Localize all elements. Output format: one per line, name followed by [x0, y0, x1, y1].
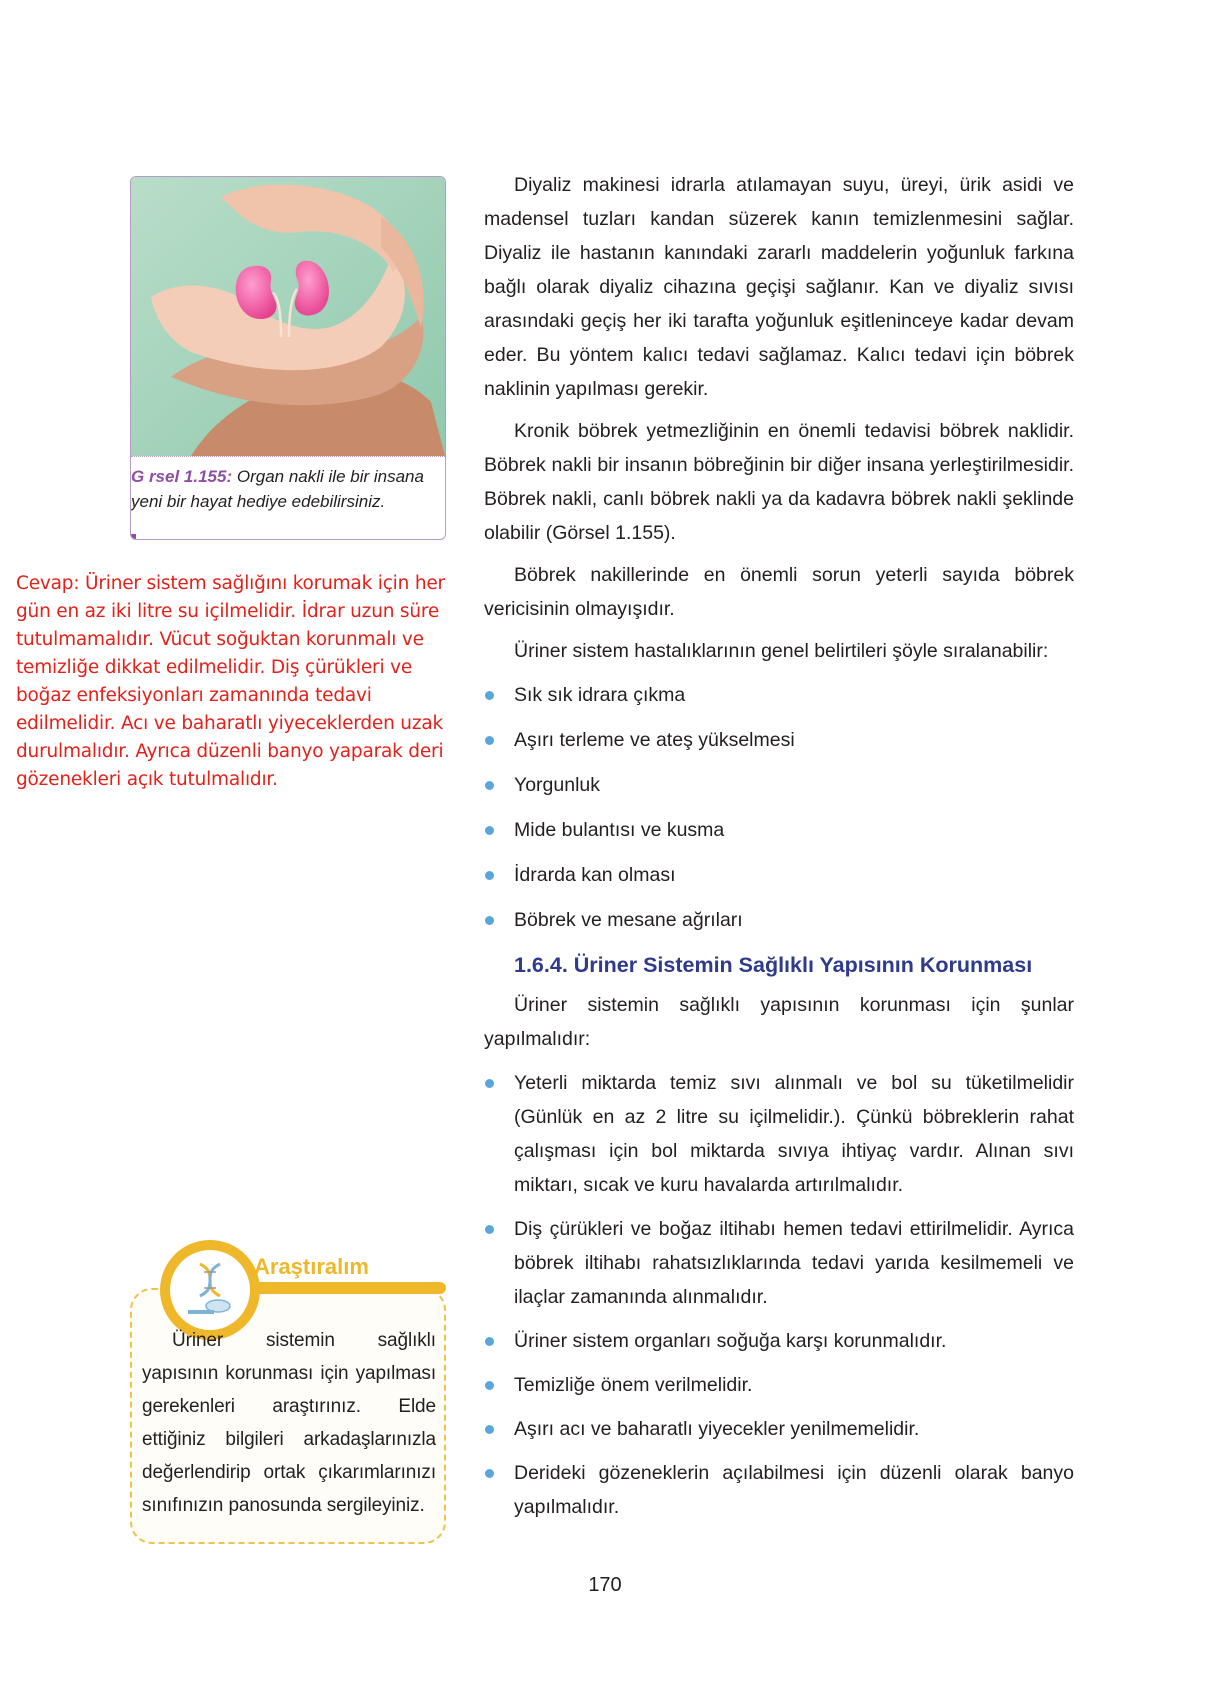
list-item: Sık sık idrara çıkma [484, 678, 1074, 712]
figure-label: G rsel 1.155: [131, 467, 233, 486]
dna-icon [170, 1250, 250, 1330]
bullet-icon [485, 1225, 494, 1234]
list-item: Aşırı terleme ve ateş yükselmesi [484, 723, 1074, 757]
list-item: Derideki gözeneklerin açılabilmesi için düzenli olarak banyo yapılmalıdır. [484, 1456, 1074, 1524]
list-item: İdrarda kan olması [484, 858, 1074, 892]
bullet-icon [485, 781, 494, 790]
research-box [130, 1240, 446, 1544]
bullet-icon [485, 1425, 494, 1434]
symptom-list [484, 678, 1074, 937]
list-item: Mide bulantısı ve kusma [484, 813, 1074, 847]
bullet-icon [485, 1469, 494, 1478]
bullet-icon [485, 871, 494, 880]
page-number: 170 [588, 1574, 622, 1596]
main-column [484, 168, 1074, 1534]
hands-kidney-photo [131, 177, 445, 456]
caption-marker [131, 534, 136, 539]
paragraph-transplant: Kronik böbrek yetmezliğinin en önemli tedavisi böbrek naklidir. Böbrek nakli bir insanın böbreğinin bir diğer insana yerleştirilmesidir. Böbrek nakli, canlı böbrek nakli ya da kadavra böbrek nakli şeklinde olabilir (Görsel 1.155). [484, 420, 1074, 544]
bullet-icon [485, 916, 494, 925]
paragraph-measures-intro: Üriner sistemin sağlıklı yapısının korunması için şunlar yapılmalıdır: [484, 994, 1074, 1050]
figure-caption [131, 456, 445, 538]
paragraph-donor: Böbrek nakillerinde en önemli sorun yeterli sayıda böbrek vericisinin olmayışıdır. [484, 564, 1074, 620]
list-item: Temizliğe önem verilmelidir. [484, 1368, 1074, 1402]
list-item: Yeterli miktarda temiz sıvı alınmalı ve bol su tüketilmelidir (Günlük en az 2 litre su içilmelidir.). Çünkü böbreklerin rahat çalışması için bol miktarda sıvıya ihtiyaç vardır. Alınan sıvı miktarı, sıcak ve kuru havalarda artırılmalıdır. [484, 1066, 1074, 1202]
figure-organ-transplant [130, 176, 446, 540]
bullet-icon [485, 691, 494, 700]
bullet-icon [485, 1079, 494, 1088]
bullet-icon [485, 1337, 494, 1346]
paragraph-dialysis: Diyaliz makinesi idrarla atılamayan suyu, üreyi, ürik asidi ve madensel tuzları kandan süzerek kanın temizlenmesini sağlar. Diyaliz ile hastanın kanındaki zararlı maddelerin yoğunluk farkına bağlı olarak diyaliz cihazına geçişi sağlanır. Kan ve diyaliz sıvısı arasındaki geçiş her iki tarafta yoğunluk eşitleninceye kadar devam eder. Bu yöntem kalıcı tedavi sağlamaz. Kalıcı tedavi için böbrek naklinin yapılması gerekir. [484, 174, 1074, 400]
bullet-icon [485, 736, 494, 745]
bullet-icon [485, 826, 494, 835]
section-heading: 1.6.4. Üriner Sistemin Sağlıklı Yapısının Korunması [514, 953, 1033, 977]
list-item: Aşırı acı ve baharatlı yiyecekler yenilmemelidir. [484, 1412, 1074, 1446]
list-item: Yorgunluk [484, 768, 1074, 802]
list-item: Üriner sistem organları soğuğa karşı korunmalıdır. [484, 1324, 1074, 1358]
figure-caption-text: Organ nakli ile bir insana yeni bir hayat hediye edebilirsiniz. [131, 467, 424, 511]
research-text: Üriner sistemin sağlıklı yapısının korunması için yapılması gerekenleri araştırınız. Elde ettiğiniz bilgileri arkadaşlarınızla değerlendirip ortak çıkarımlarınızı sınıfınızın panosunda sergileyiniz. [142, 1330, 436, 1516]
list-item: Böbrek ve mesane ağrıları [484, 903, 1074, 937]
paragraph-symptoms-intro: Üriner sistem hastalıklarının genel belirtileri şöyle sıralanabilir: [514, 640, 1049, 662]
bullet-icon [485, 1381, 494, 1390]
research-title: Araştıralım [254, 1254, 369, 1279]
measures-list [484, 1066, 1074, 1524]
list-item: Diş çürükleri ve boğaz iltihabı hemen tedavi ettirilmelidir. Ayrıca böbrek iltihabı rahatsızlıklarında tedavi yarıda kesilmemeli ve ilaçlar zamanında alınmalıdır. [484, 1212, 1074, 1314]
answer-text: Cevap: Üriner sistem sağlığını korumak için her gün en az iki litre su içilmelidir. İdrar uzun süre tutulmamalıdır. Vücut soğuktan korunmalı ve temizliğe dikkat edilmelidir. Diş çürükleri ve boğaz enfeksiyonları zamanında tedavi edilmelidir. Acı ve baharatlı yiyeceklerden uzak durulmalıdır. Ayrıca düzenli banyo yaparak deri gözenekleri açık tutulmalıdır. [16, 573, 445, 790]
